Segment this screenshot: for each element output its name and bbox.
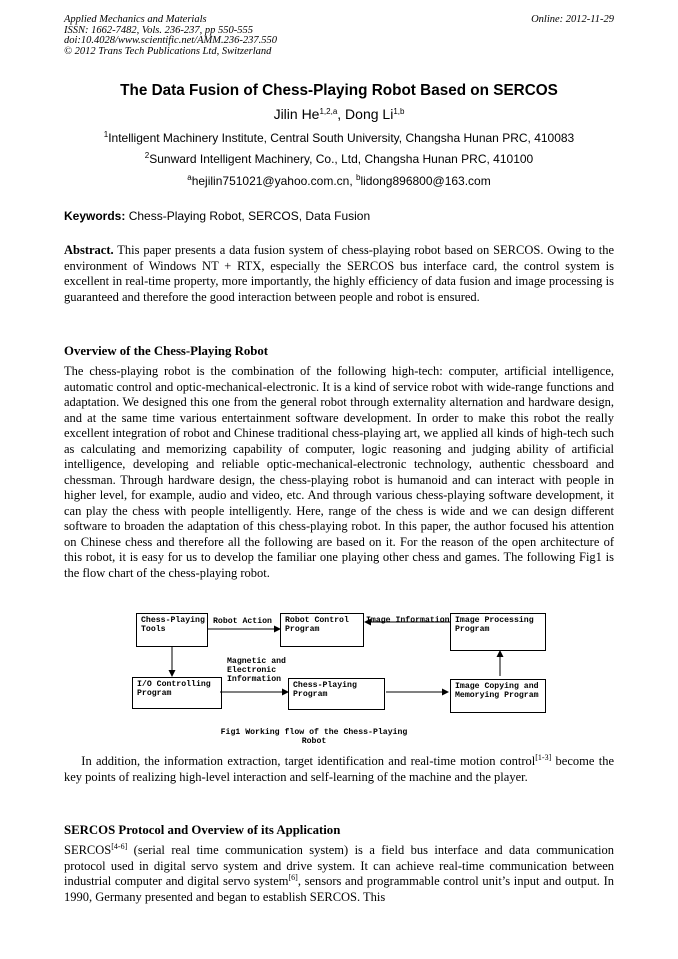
copyright-line: © 2012 Trans Tech Publications Ltd, Switzerland — [64, 45, 272, 57]
affiliation-text: Sunward Intelligent Machinery, Co., Ltd, Changsha Hunan PRC, 410100 — [149, 152, 534, 166]
edge-label-robot-action: Robot Action — [213, 617, 272, 626]
node-label: Robot Control Program — [285, 616, 349, 634]
journal-header — [64, 15, 277, 57]
section-body-sercos — [64, 843, 614, 905]
author-sup: 1,2,a — [319, 107, 338, 116]
node-label: I/O Controlling Program — [137, 680, 211, 698]
node-image-copying-program — [450, 679, 546, 713]
affiliation-1 — [0, 131, 678, 145]
node-image-processing-program — [450, 613, 546, 651]
email-link[interactable]: lidong896800@163.com — [360, 174, 491, 188]
email-link[interactable]: hejilin751021@yahoo.com.cn — [191, 174, 350, 188]
doi-line: doi:10.4028/www.scientific.net/AMM.236-237.550 — [64, 35, 277, 47]
flow-chart-figure — [120, 605, 560, 745]
affiliation-sup: 2 — [144, 151, 150, 160]
keywords-label: Keywords: — [64, 209, 126, 223]
edge-label-image-information: Image Information — [366, 616, 450, 625]
keywords-text: Chess-Playing Robot, SERCOS, Data Fusion — [125, 209, 371, 223]
paragraph-text: In addition, the information extraction, target identification and real-time motion control — [64, 754, 536, 768]
author-line — [0, 106, 678, 122]
figure-caption: Fig1 Working flow of the Chess-Playing Robot — [220, 728, 408, 746]
keywords — [64, 209, 370, 223]
abstract — [64, 243, 614, 305]
author-sup: 1,b — [393, 107, 405, 116]
email-separator: , — [349, 174, 356, 188]
affiliation-sup: 1 — [103, 130, 109, 139]
section-body-overview: The chess-playing robot is the combination of the following high-tech: computer, artificial intelligence, automatic control and optic-mechanical-electronic. It is a kind of service robot with wide-range functions and adaptation. We designed this one from the general robot through externality alternation and hardware design, and at the same time various entertainment software development. In order to make this robot the really excellent integration of robot and Chinese traditional chess-playing art, we applied all kinds of high-tech such as calculating and memorizing capability of computer, logic reasoning and judging ability of artificial intelligence, developing and reliable optic-mechanical-electronic technology, authentic chessboard and chessman. Through hardware design, the chess-playing robot is humanoid and can interact with people in higher level, for example, audio and video, etc. And through various chess-playing software development, it can play the chess with people intelligently. Here, range of the chess is wide and we can design different software to broaden the adaptation of this chess-playing robot. In this paper, the author focused his attention on Chinese chess and therefore all the following are based on it. For the reason of the open architecture of this robot, it is easy for us to develop the familiar one playing other chess and games. The following Fig1 is the flow chart of the chess-playing robot. — [64, 364, 614, 580]
node-chess-playing-tools — [136, 613, 208, 647]
email-line — [0, 174, 678, 188]
node-chess-playing-program — [288, 678, 385, 710]
citation: [4-6] — [111, 842, 128, 851]
abstract-label: Abstract. — [64, 243, 114, 257]
email-sup: a — [187, 173, 192, 182]
node-io-controlling-program — [132, 677, 222, 709]
affiliation-text: Intelligent Machinery Institute, Central South University, Changsha Hunan PRC, 410083 — [108, 131, 575, 145]
node-label: Chess-Playing Program — [293, 681, 357, 699]
paragraph-text: (serial real time communication system) is a field bus interface and data communication protocol used in digital servo system and drive system. It can achieve real-time communication between industrial computer and digital servo system — [64, 843, 614, 888]
paper-title: The Data Fusion of Chess-Playing Robot Based on SERCOS — [120, 82, 558, 99]
author-name: Jilin He — [273, 106, 320, 122]
journal-name: Applied Mechanics and Materials — [64, 14, 207, 25]
email-sup: b — [356, 173, 361, 182]
author-name: Dong Li — [345, 106, 394, 122]
edge-label-magnetic-electronic: Magnetic and Electronic Information — [227, 657, 286, 684]
affiliation-2 — [0, 152, 678, 166]
author-separator: , — [337, 106, 346, 122]
node-robot-control-program — [280, 613, 364, 647]
section-heading-overview: Overview of the Chess-Playing Robot — [64, 344, 269, 358]
section-heading-sercos: SERCOS Protocol and Overview of its Application — [64, 823, 341, 837]
node-label: Chess-Playing Tools — [141, 616, 205, 634]
paragraph-interaction — [64, 754, 614, 785]
online-date: Online: 2012-11-29 — [531, 14, 614, 25]
citation: [6] — [288, 873, 298, 882]
node-label: Image Copying and Memorying Program — [455, 682, 539, 700]
abstract-text: This paper presents a data fusion system of chess-playing robot based on SERCOS. Owing to the environment of Windows NT + RTX, especially the SERCOS bus interface card, the control system is excellent in real-time property, more importantly, the highly efficiency of data fusion and image processing is guaranteed and therefore the good interaction between people and robot is ensured. — [64, 243, 614, 304]
citation: [1-3] — [535, 753, 552, 762]
paragraph-text: SERCOS — [64, 843, 112, 857]
issn-line: ISSN: 1662-7482, Vols. 236-237, pp 550-555 — [64, 24, 253, 36]
node-label: Image Processing Program — [455, 616, 534, 634]
paragraph-text: become the key points of realizing high-level interaction and self-learning of the machine and the player. — [64, 754, 615, 784]
paragraph-text: , sensors and programmable control unit’s input and output. In 1990, Germany presented and began to establish SERCOS. This — [64, 874, 614, 904]
